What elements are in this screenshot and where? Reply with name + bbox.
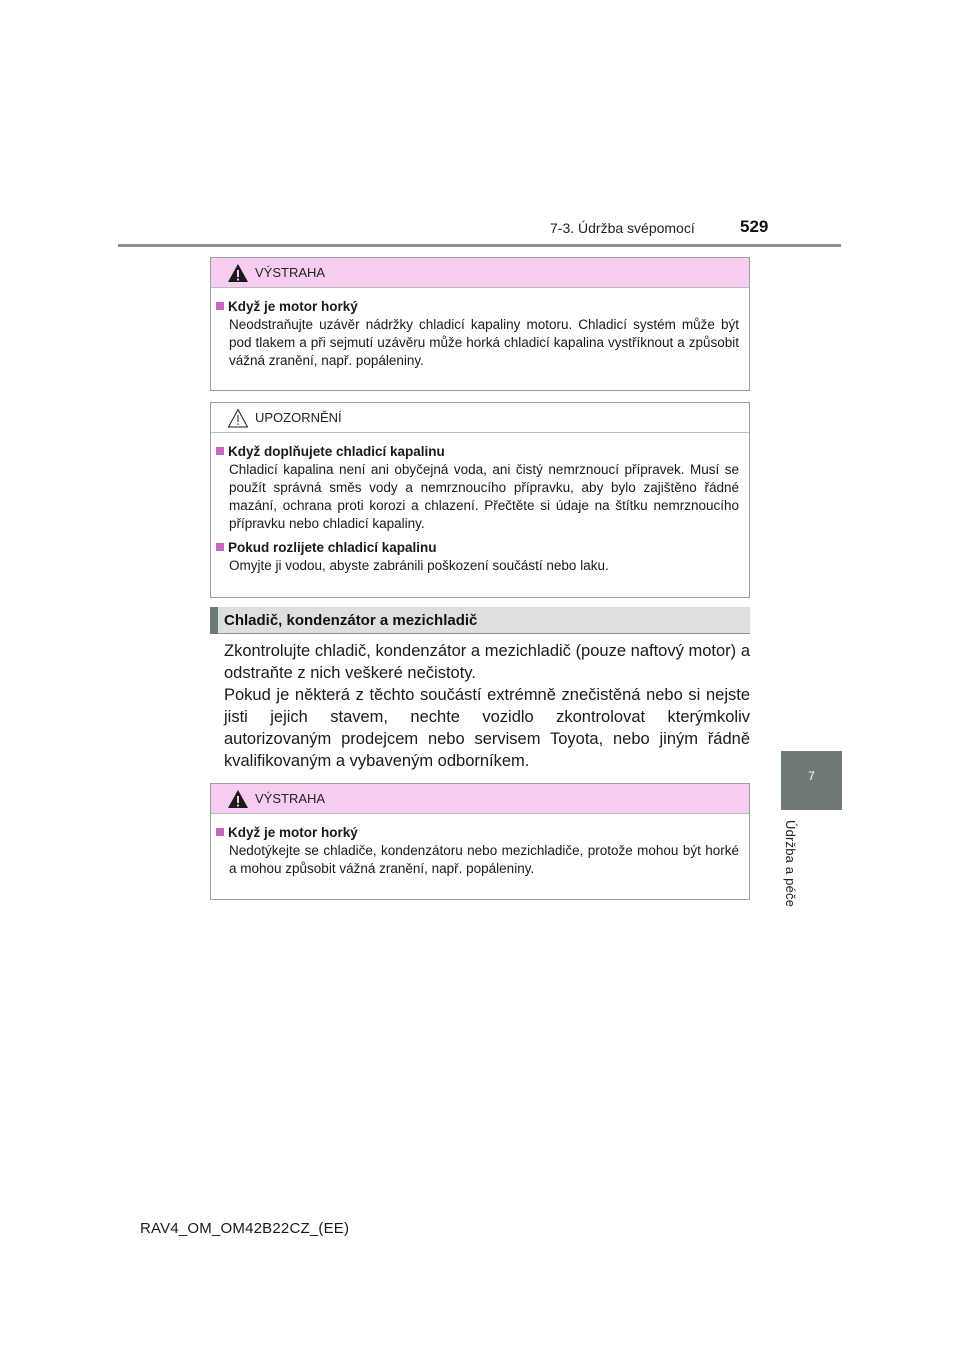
warning-box-hot-engine (210, 257, 750, 391)
warning-header (211, 784, 749, 814)
section-paragraph: Zkontrolujte chladič, kondenzátor a mezichladič (pouze naftový motor) a odstraňte z nich veškeré nečistoty. (224, 642, 750, 682)
section-heading-title: Chladič, kondenzátor a mezichladič (224, 612, 478, 629)
section-heading-accent (210, 607, 218, 634)
bullet-square-icon (216, 302, 224, 310)
chapter-side-label-text: Údržba a péče (783, 820, 798, 908)
caution-triangle-icon (227, 408, 249, 428)
warning-title: VÝSTRAHA (255, 791, 326, 806)
chapter-side-label (771, 820, 821, 920)
chapter-tab (781, 751, 842, 810)
caution-header (211, 403, 749, 433)
section-paragraph: Pokud je některá z těchto součástí extrémně znečistěná nebo si nejste jisti jejich stavem, nechte vozidlo zkontrolovat kterýmkoliv autorizovaným prodejcem nebo servisem Toyota, nebo jiným řádně kvalifikovaným a vybaveným odborníkem. (224, 686, 750, 770)
warning-item-title: Když je motor horký (216, 298, 739, 316)
warning-item-text: Neodstraňujte uzávěr nádržky chladicí kapaliny motoru. Chladicí systém může být pod tlakem a při sejmutí uzávěru může horká chladicí kapalina vystříknout a způsobit vážná zranění, např. popáleniny. (229, 317, 739, 368)
bullet-square-icon (216, 828, 224, 836)
section-body (224, 640, 750, 772)
bullet-square-icon (216, 447, 224, 455)
caution-item-text: Chladicí kapalina není ani obyčejná voda, ani čistý nemrznoucí přípravek. Musí se použít správná směs vody a nemrznoucího přípravku, aby bylo zajištěno řádné mazání, ochrana proti korozi a chlazení. Přečtěte si údaje na štítku nemrznoucího přípravku nebo chladicí kapaliny. (229, 462, 739, 531)
warning-triangle-icon (227, 789, 249, 809)
warning-title: VÝSTRAHA (255, 265, 326, 280)
warning-body (211, 814, 749, 896)
warning-body (211, 288, 749, 388)
caution-body (211, 433, 749, 593)
caution-item-text: Omyjte ji vodou, abyste zabránili poškození součástí nebo laku. (229, 558, 609, 573)
caution-title: UPOZORNĚNÍ (255, 410, 342, 425)
section-heading-bar (210, 607, 750, 634)
chapter-tab-number: 7 (808, 769, 815, 783)
header-divider (118, 244, 841, 247)
warning-item-text: Nedotýkejte se chladiče, kondenzátoru nebo mezichladiče, protože mohou být horké a mohou způsobit vážná zranění, např. popáleniny. (229, 843, 739, 876)
page-number: 529 (740, 217, 769, 236)
caution-box-coolant (210, 402, 750, 598)
bullet-square-icon (216, 543, 224, 551)
chapter-section-title: 7-3. Údržba svépomocí (550, 220, 695, 236)
caution-item-title: Pokud rozlijete chladicí kapalinu (216, 539, 739, 557)
caution-item-title: Když doplňujete chladicí kapalinu (216, 443, 739, 461)
document-code: RAV4_OM_OM42B22CZ_(EE) (140, 1220, 350, 1237)
warning-item-title: Když je motor horký (216, 824, 739, 842)
warning-triangle-icon (227, 263, 249, 283)
warning-header (211, 258, 749, 288)
warning-box-hot-radiator (210, 783, 750, 900)
